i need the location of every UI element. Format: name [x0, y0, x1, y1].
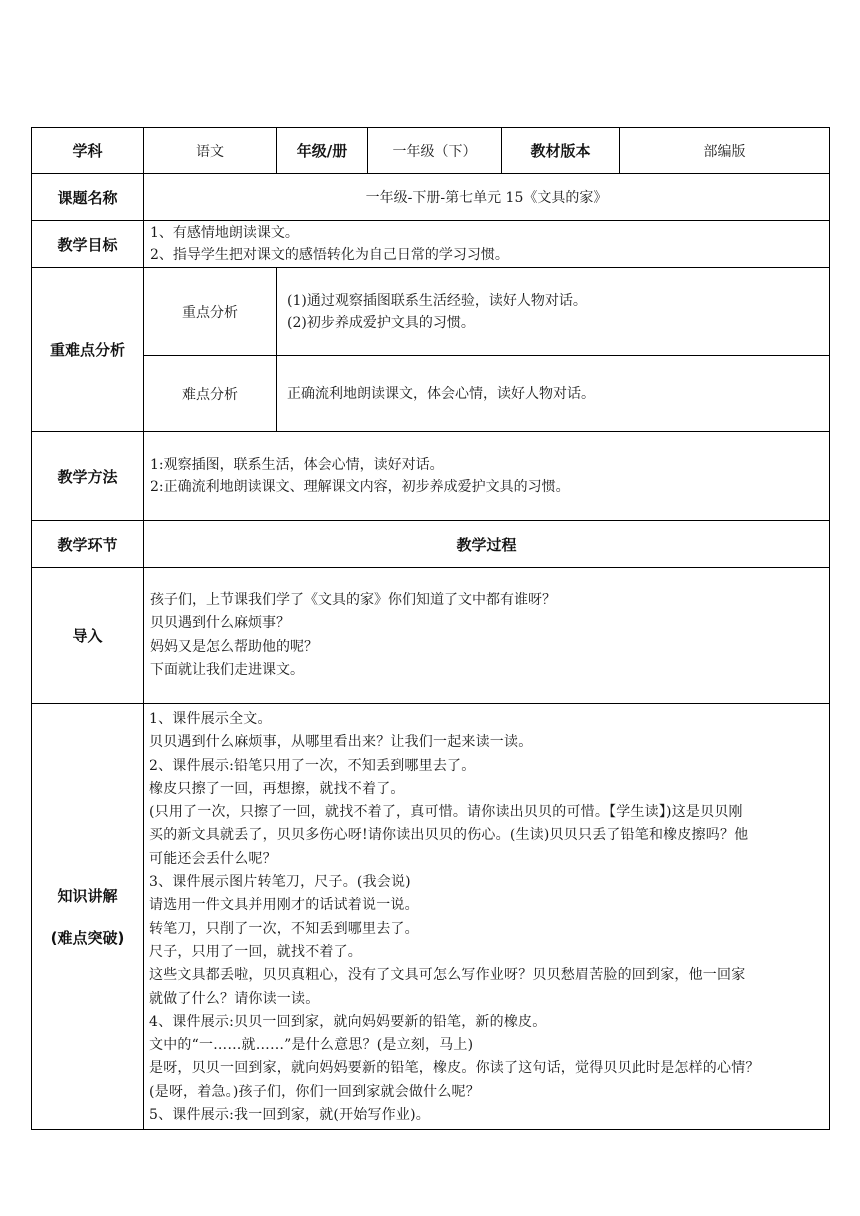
- knowledge-line: 文中的“一……就……”是什么意思？(是立刻，马上): [149, 1037, 474, 1054]
- knowledge-line: 就做了什么？请你读一读。: [149, 990, 320, 1007]
- method-line-1: 1:观察插图，联系生活，体会心情，读好对话。: [150, 457, 444, 473]
- goal-line-1: 1、有感情地朗读课文。: [150, 225, 299, 241]
- knowledge-line: 贝贝遇到什么麻烦事，从哪里看出来？让我们一起来读一读。: [149, 734, 533, 751]
- intro-line-1: 孩子们，上节课我们学了《文具的家》你们知道了文中都有谁呀？: [150, 591, 556, 608]
- goals-row: [32, 221, 830, 268]
- topic-value: 一年级-下册-第七单元 15《文具的家》: [144, 174, 830, 221]
- edition-label: 教材版本: [502, 128, 620, 174]
- process-title: 教学过程: [144, 521, 830, 568]
- process-header-row: [32, 521, 830, 568]
- knowledge-line: (是呀，着急。)孩子们，你们一回到家就会做什么呢？: [149, 1083, 480, 1100]
- analysis-label: 重难点分析: [32, 268, 144, 432]
- intro-line-4: 下面就让我们走进课文。: [150, 662, 304, 678]
- topic-row: [32, 174, 830, 221]
- knowledge-line: 橡皮只擦了一回，再想擦，就找不着了。: [149, 780, 405, 797]
- method-label: 教学方法: [32, 432, 144, 521]
- knowledge-line: 3、课件展示图片转笔刀，尺子。(我会说): [149, 874, 411, 891]
- topic-label: 课题名称: [32, 174, 144, 221]
- grade-value: 一年级（下）: [368, 128, 502, 174]
- knowledge-line: 这些文具都丢啦，贝贝真粗心，没有了文具可怎么写作业呀？贝贝愁眉苦脸的回到家，他一回家: [149, 967, 746, 984]
- knowledge-line: 可能还会丢什么呢？: [149, 850, 277, 867]
- key-analysis-content: [277, 268, 830, 356]
- process-stage-label: 教学环节: [32, 521, 144, 568]
- knowledge-content: [144, 704, 830, 1130]
- difficult-analysis-row: [32, 356, 830, 432]
- key-line-1: (1)通过观察插图联系生活经验，读好人物对话。: [287, 292, 587, 309]
- intro-line-2: 贝贝遇到什么麻烦事？: [150, 615, 290, 631]
- knowledge-line: 5、课件展示:我一回到家，就(开始写作业)。: [149, 1107, 430, 1124]
- subject-label: 学科: [32, 128, 144, 174]
- knowledge-line: 买的新文具就丢了，贝贝多伤心呀!请你读出贝贝的伤心。(生读)贝贝只丢了铅笔和橡皮擦吗？他: [149, 827, 749, 844]
- knowledge-line: 4、课件展示:贝贝一回到家，就向妈妈要新的铅笔，新的橡皮。: [149, 1013, 547, 1030]
- lesson-plan-table: [31, 127, 830, 1130]
- key-analysis-row: [32, 268, 830, 356]
- knowledge-line: 请选用一件文具并用刚才的话试着说一说。: [149, 897, 419, 914]
- knowledge-label: 知识讲解: [57, 886, 118, 905]
- key-analysis-label: 重点分析: [144, 268, 277, 356]
- edition-value: 部编版: [620, 128, 830, 174]
- method-line-2: 2:正确流利地朗读课文、理解课文内容，初步养成爱护文具的习惯。: [150, 479, 570, 495]
- knowledge-line: 2、课件展示:铅笔只用了一次，不知丢到哪里去了。: [149, 757, 476, 774]
- knowledge-line: 尺子，只用了一回，就找不着了。: [149, 943, 362, 960]
- knowledge-line: 是呀，贝贝一回到家，就向妈妈要新的铅笔，橡皮。你读了这句话，觉得贝贝此时是怎样的心情？: [149, 1060, 760, 1077]
- knowledge-line: 1、课件展示全文。: [149, 711, 272, 727]
- difficult-analysis-label: 难点分析: [144, 356, 277, 432]
- intro-content: [144, 568, 830, 704]
- key-line-2: (2)初步养成爱护文具的习惯。: [287, 314, 475, 331]
- knowledge-line: 转笔刀，只削了一次，不知丢到哪里去了。: [149, 920, 419, 937]
- intro-line-3: 妈妈又是怎么帮助他的呢？: [150, 638, 318, 655]
- difficult-analysis-content: 正确流利地朗读课文，体会心情，读好人物对话。: [277, 356, 830, 432]
- goal-line-2: 2、指导学生把对课文的感悟转化为自己日常的学习习惯。: [150, 247, 509, 263]
- subject-value: 语文: [144, 128, 277, 174]
- goals-content: [144, 221, 830, 268]
- intro-row: [32, 568, 830, 704]
- knowledge-row: [32, 704, 830, 1130]
- intro-label: 导入: [32, 568, 144, 704]
- knowledge-label-cell: [32, 704, 144, 1130]
- knowledge-sublabel: (难点突破): [50, 928, 125, 947]
- knowledge-line: (只用了一次，只擦了一回，就找不着了，真可惜。请你读出贝贝的可惜。【学生读】)这是贝贝刚: [149, 804, 743, 821]
- goals-label: 教学目标: [32, 221, 144, 268]
- method-row: [32, 432, 830, 521]
- grade-label: 年级/册: [277, 128, 368, 174]
- method-content: [144, 432, 830, 521]
- header-row: [32, 128, 830, 174]
